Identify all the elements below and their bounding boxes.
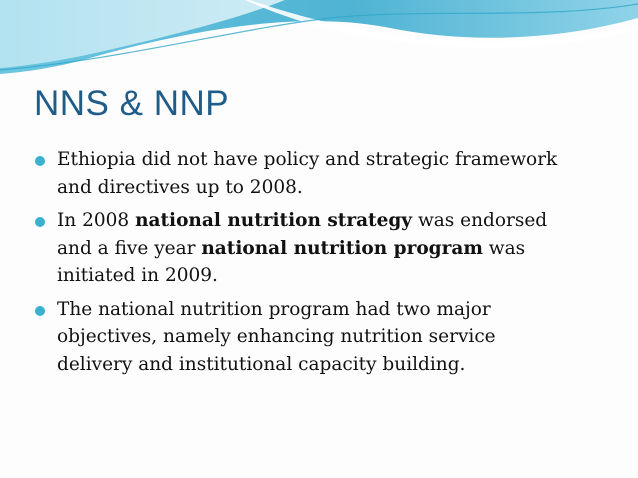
bullet-text-line: and directives up to 2008. bbox=[57, 176, 303, 198]
bullet-text-line: initiated in 2009. bbox=[57, 265, 218, 286]
bullet-dot-icon bbox=[35, 156, 45, 166]
bullet-text-line: Ethiopia did not have policy and strategic framework bbox=[57, 149, 558, 170]
bullet-text: In 2008 bbox=[57, 210, 136, 231]
bullet-text: was bbox=[482, 237, 526, 259]
slide-title: NNS & NNP bbox=[34, 84, 230, 123]
bullet-text: was endorsed bbox=[412, 210, 548, 231]
bullet-text-line: objectives, namely enhancing nutrition service bbox=[57, 326, 496, 347]
bullet-list bbox=[34, 146, 594, 384]
bullet-item bbox=[34, 296, 594, 379]
bullet-dot-icon bbox=[35, 306, 45, 316]
bullet-item bbox=[34, 207, 594, 290]
decorative-wave-header bbox=[0, 0, 638, 80]
bold-term-program: national nutrition program bbox=[201, 237, 483, 259]
bullet-text-line bbox=[57, 207, 594, 235]
wave-band-light bbox=[0, 0, 285, 68]
bullet-item bbox=[34, 146, 594, 201]
bullet-text-line bbox=[57, 235, 594, 263]
bullet-text: and a five year bbox=[57, 237, 202, 259]
bullet-text-line: delivery and institutional capacity building. bbox=[57, 353, 466, 375]
bullet-text-line: The national nutrition program had two major bbox=[57, 298, 491, 320]
bold-term-strategy: national nutrition strategy bbox=[135, 210, 413, 231]
bullet-dot-icon bbox=[35, 217, 45, 227]
